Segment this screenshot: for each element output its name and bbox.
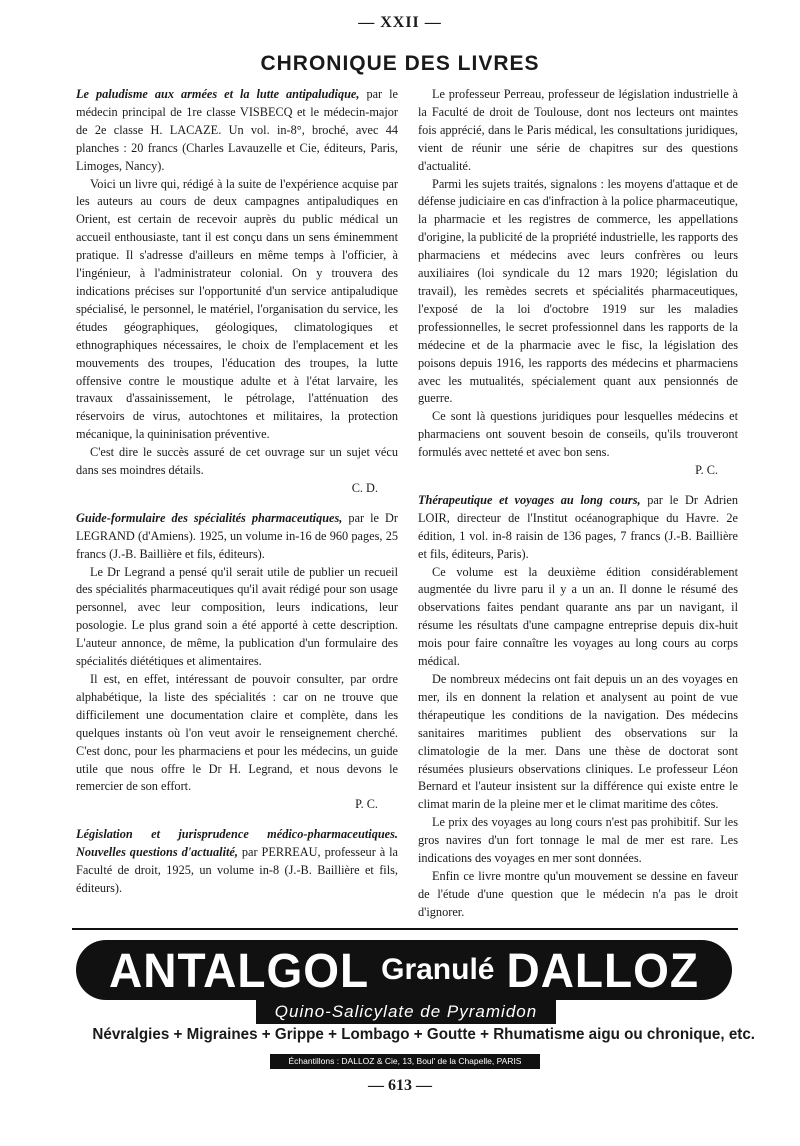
review-paragraph: Enfin ce livre montre qu'un mouvement se dessine en faveur de l'étude d'une question que le médecin n'a pas le droit d'ignorer. bbox=[418, 868, 738, 919]
review-paragraph: C'est dire le succès assuré de cet ouvrage sur un sujet vécu dans ses moindres détails. bbox=[76, 445, 398, 478]
ad-address: Échantillons : DALLOZ & Cie, 13, Boul' de la Chapelle, PARIS bbox=[270, 1054, 540, 1069]
ad-indications: Névralgies + Migraines + Grippe + Lombago + Goutte + Rhumatisme aigu ou chronique, etc. bbox=[92, 1026, 756, 1043]
left-column bbox=[76, 86, 398, 898]
review-paragraph: Le professeur Perreau, professeur de législation industrielle à la Faculté de droit de Toulouse, dont nos lecteurs ont maintes fois apprécié, dans le Paris médical, les consultations juridiques, vient de réunir une série de chapitres sur des questions d'actualité. bbox=[418, 87, 738, 173]
review-entry bbox=[76, 826, 398, 898]
review-paragraph: Le prix des voyages au long cours n'est pas prohibitif. Sur les gros navires d'un fort tonnage le mal de mer est rare. Les indications des voyages en mer sont données. bbox=[418, 815, 738, 866]
book-biblio: par le Dr Adrien LOIR, directeur de l'Institut océanographique du Havre. 2e édition, 1 vol. in-8 raisin de 136 pages, 7 francs (J.-B. Baillière et fils, éditeurs, Paris). bbox=[418, 492, 739, 561]
advertisement bbox=[76, 940, 756, 1076]
section-divider bbox=[72, 928, 738, 930]
review-paragraph: Voici un livre qui, rédigé à la suite de l'expérience acquise par les auteurs au cours de deux campagnes antipaludiques en Orient, est certain de recevoir auprès du public médical un accueil enthousiaste, tant il est conçu dans un sens éminemment pratique. Il s'adresse d'ailleurs en même temps à l'officier, à l'ingénieur, à l'administrateur colonial. On y trouvera des indications précises sur l'opportunité d'un service antipaludique spécialisé, le personnel, le matériel, l'organisation du service, les études géographiques, géologiques, climatologiques et ethnographiques nécessaires, le choix de l'emplacement et les mouvements des troupes, l'éducation des troupes, la lutte offensive contre le moustique adulte et à l'état larvaire, les travaux d'assainissement, le pétrolage, l'atténuation des réservoirs de virus, autochtones et militaires, la protection mécanique, la quininisation préventive. bbox=[76, 176, 398, 442]
book-biblio: par le médecin principal de 1re classe VISBECQ et le médecin-major de 2e classe H. LACAZE. Un vol. in-8°, broché, avec 44 planches : 20 francs (Charles Lavauzelle et Cie, éditeurs, Paris, Limoges, Nancy). bbox=[76, 87, 398, 173]
section-title: CHRONIQUE DES LIVRES bbox=[260, 52, 540, 75]
review-paragraph: Il est, en effet, intéressant de pouvoir consulter, par ordre alphabétique, la liste des spécialités : car on ne trouve que difficilement une documentation claire et complète, dans les quelques instants où l'on veut avoir le renseignement cherché. C'est donc, pour les pharmaciens et pour les médecins, un guide utile que nous offre le Dr H. Legrand, et nous devons le remercier de son effort. bbox=[76, 672, 398, 794]
reviewer-signature: C. D. bbox=[351, 480, 378, 495]
book-title: Le paludisme aux armées et la lutte antipaludique, bbox=[76, 87, 360, 101]
review-paragraph: De nombreux médecins ont fait depuis un an des voyages en mer, ils en donnent la relation et analysent au point de vue thérapeutique les conditions de la navigation. Des médecins sanitaires maritimes publient des observations sur la climatologie de la mer. Dans une thèse de doctorat sont résumées plusieurs observations cliniques. Le professeur Léon Bernard et l'auteur insistent sur la différence qui existe entre le climat marin de la pleine mer et le climat maritime des côtes. bbox=[418, 672, 738, 812]
book-biblio: par le Dr LEGRAND (d'Amiens). 1925, un volume in-16 de 960 pages, 25 francs (J.-B. Baillière et fils, éditeurs). bbox=[76, 510, 399, 561]
book-title: Législation et jurisprudence médico-pharmaceutiques. Nouvelles questions d'actualité, bbox=[76, 827, 398, 860]
book-title: Guide-formulaire des spécialités pharmaceutiques, bbox=[76, 510, 343, 525]
ad-subtitle: Quino-Salicylate de Pyramidon bbox=[256, 1000, 556, 1024]
ad-brand-form: Granulé bbox=[381, 953, 495, 986]
ad-brand-banner bbox=[76, 940, 732, 1000]
book-title: Thérapeutique et voyages au long cours, bbox=[418, 492, 641, 507]
book-biblio: par PERREAU, professeur à la Faculté de droit, 1925, un volume in-8 (J.-B. Baillière et fils, éditeurs). bbox=[76, 845, 399, 895]
review-entry bbox=[76, 86, 398, 176]
page-number: — 613 — bbox=[368, 1077, 432, 1094]
reviewer-signature: P. C. bbox=[695, 463, 718, 478]
reviewer-signature: P. C. bbox=[355, 797, 378, 812]
page-roman-numeral: — XXII — bbox=[358, 14, 442, 31]
review-entry bbox=[76, 510, 398, 564]
review-paragraph: Le Dr Legrand a pensé qu'il serait utile de publier un recueil des spécialités pharmaceutiques qu'il avait rédigé pour son usage personnel, avec leur composition, leurs indications, leur posologie. Le plus grand soin a été apporté à cette description. L'auteur annonce, de même, la publication d'un formulaire des spécialités diététiques et alimentaires. bbox=[76, 564, 398, 669]
ad-brand-maker: DALLOZ bbox=[506, 942, 699, 998]
review-paragraph: Ce volume est la deuxième édition considérablement augmentée du livre paru il y a un an. Il donne le résumé des observations faites pendant quarante ans par un navigant, il résume les résultats d'une campagne entreprise depuis dix-huit mois pour faire connaître les voyages au long cours au corps médical. bbox=[418, 564, 738, 669]
review-entry bbox=[418, 492, 738, 564]
right-column bbox=[418, 86, 738, 922]
review-paragraph: Ce sont là questions juridiques pour lesquelles médecins et pharmaciens ont souvent besoin de conseils, qu'ils trouveront formulés avec netteté et avec bon sens. bbox=[418, 409, 738, 460]
review-paragraph: Parmi les sujets traités, signalons : les moyens d'attaque et de défense judiciaire en cas d'infraction à la police pharmaceutique, la pharmacie et les registres de commerce, les appellations d'origine, la publicité de la propriété industrielle, les rapports des pharmaciens et médecins avec leurs confrères ou leurs auxiliaires (loi syndicale du 12 mars 1920; législation du travail), les remèdes secrets et spécialités pharmaceutiques, l'exposé de la loi d'octobre 1919 sur les maladies professionnelles, le secret professionnel dans les rapports de la médecine et de la pharmacie avec le fisc, la législation des poisons depuis 1916, les rapports des médecins et pharmaciens avec les mutualités, spécialement quant aux pensionnés de guerre. bbox=[418, 176, 738, 406]
ad-brand-name: ANTALGOL bbox=[109, 942, 370, 998]
